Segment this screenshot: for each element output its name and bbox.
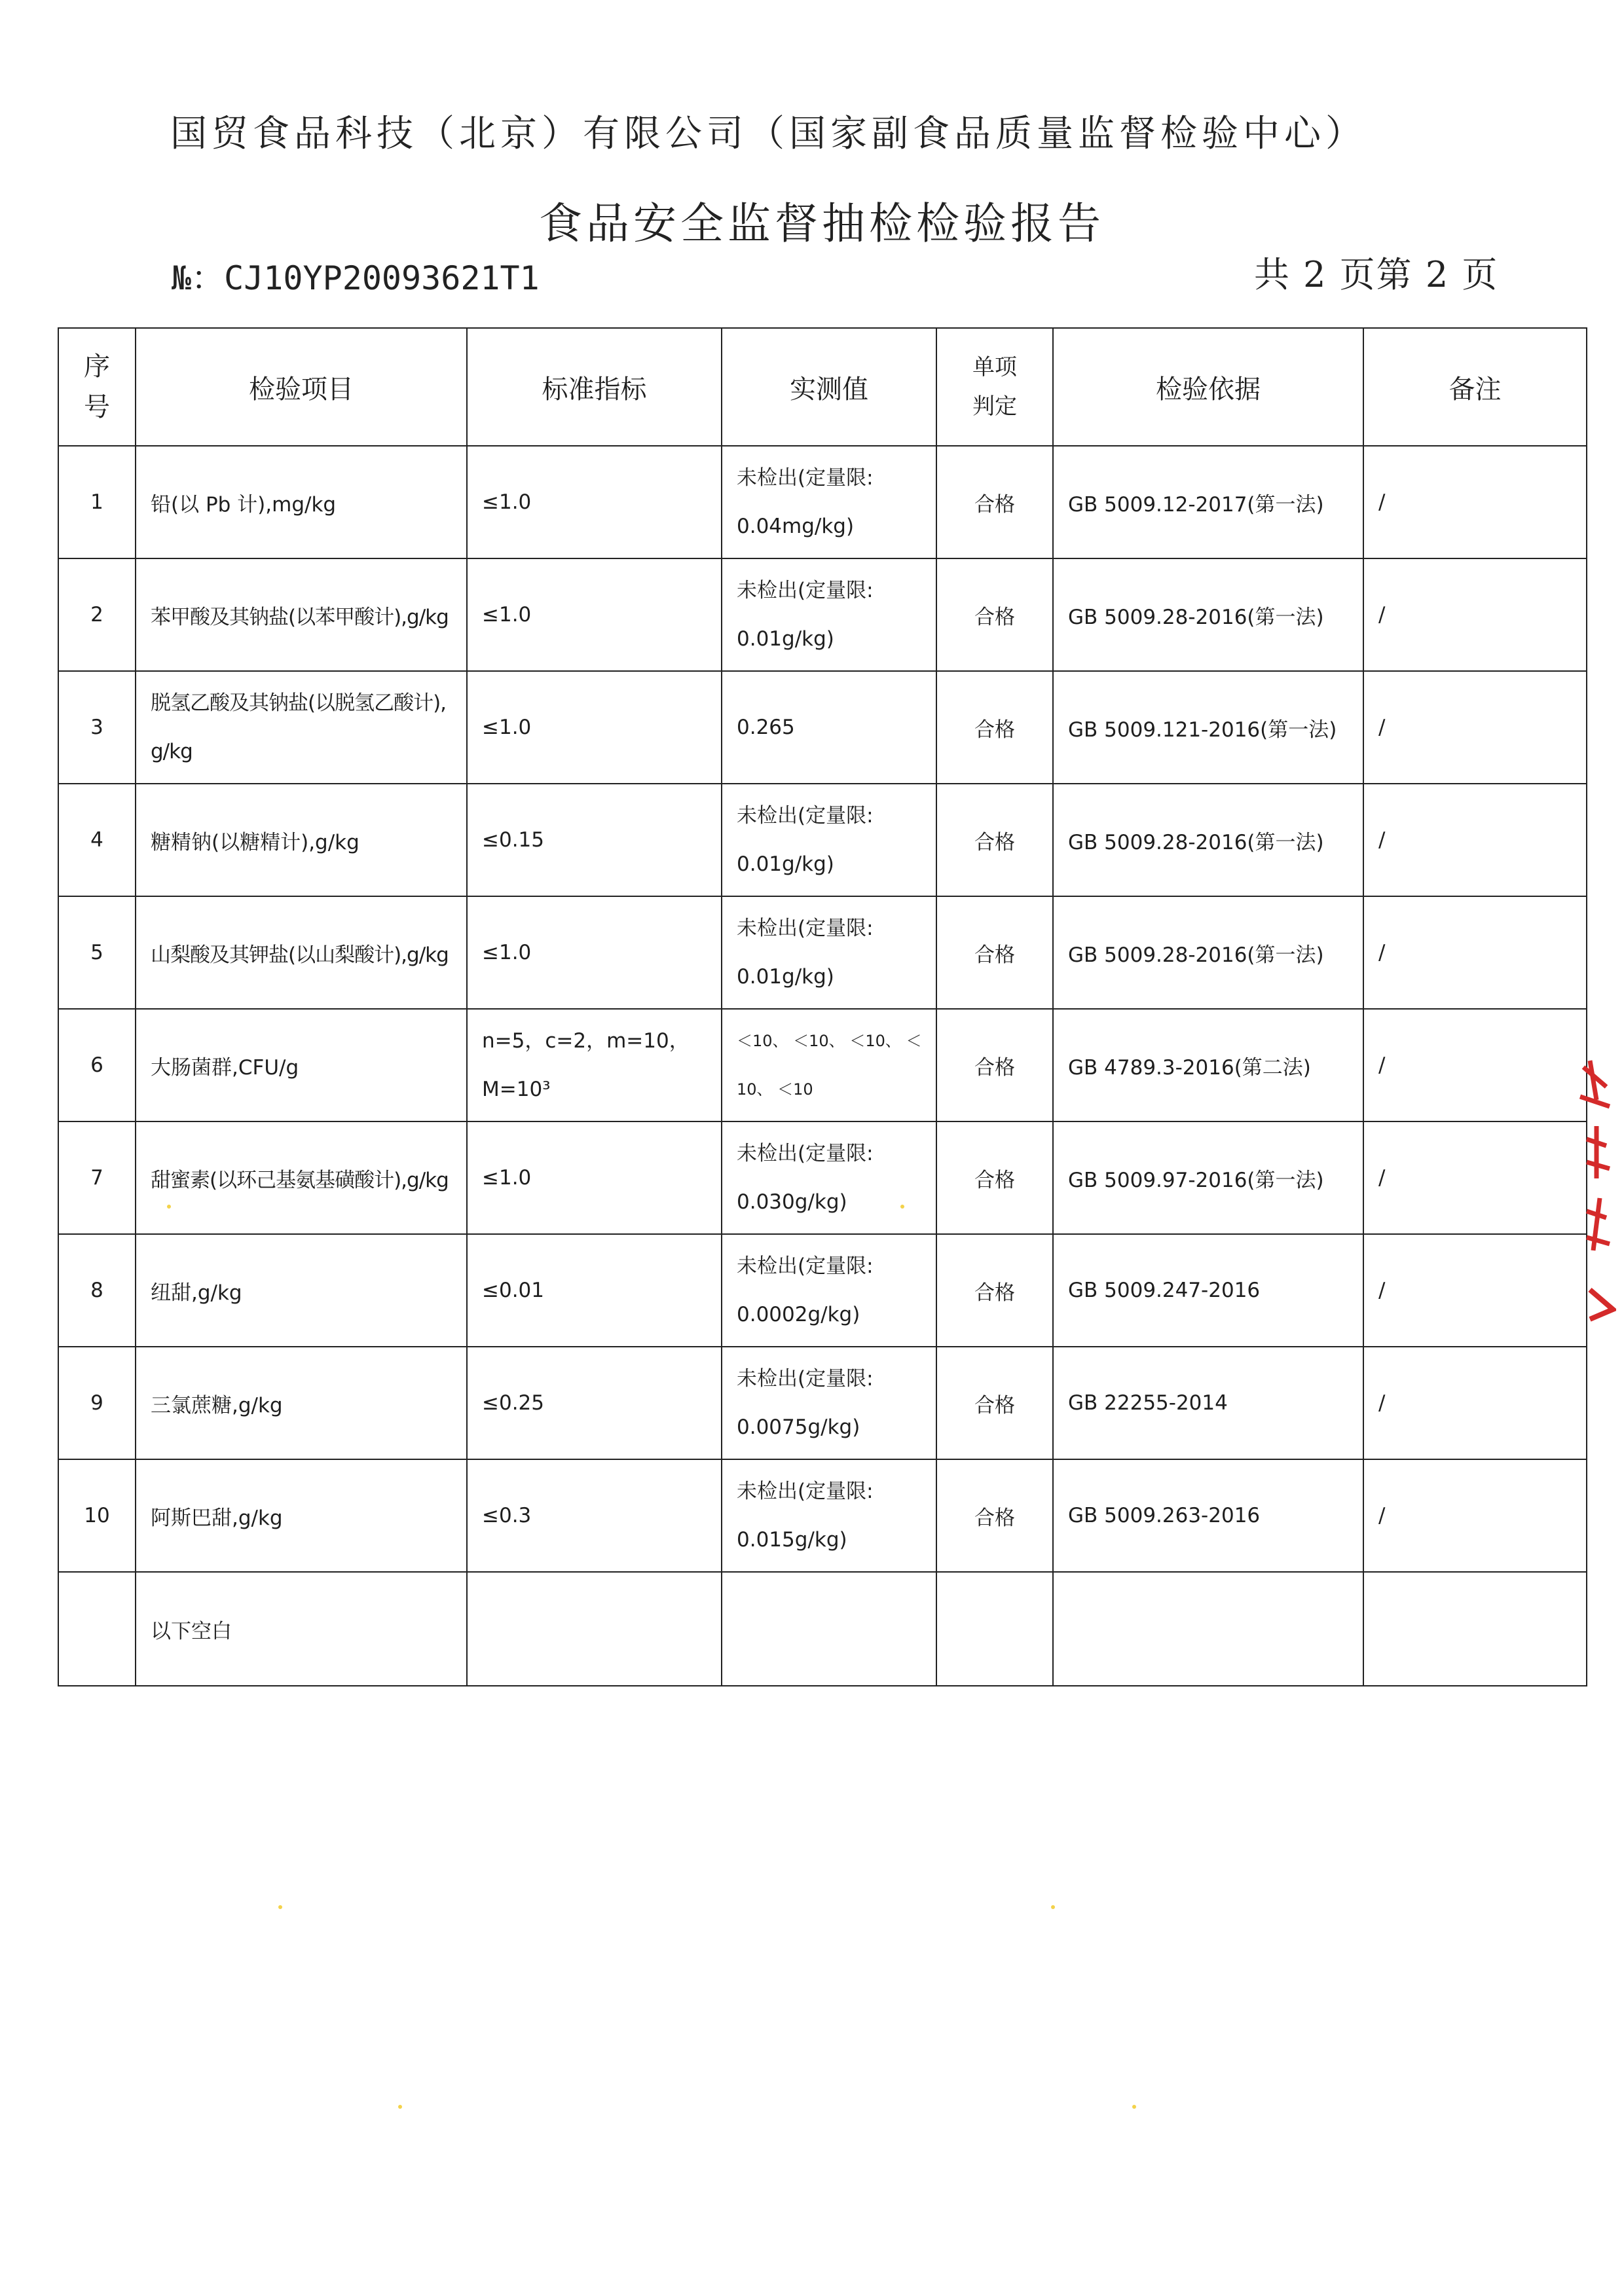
row-standard: ≤1.0: [467, 671, 722, 784]
row-index: 2: [58, 558, 136, 671]
row-basis: GB 5009.28-2016(第一法): [1053, 896, 1363, 1009]
header-judgement: [936, 328, 1053, 446]
row-measured: [722, 1121, 936, 1234]
row-item: 甜蜜素(以环己基氨基磺酸计),g/kg: [136, 1121, 467, 1234]
blank-cell: [722, 1572, 936, 1686]
row-note: /: [1363, 446, 1587, 558]
table-end-row: [58, 1572, 1587, 1686]
row-measured: [722, 1459, 936, 1572]
row-index: 4: [58, 784, 136, 896]
table-row: [58, 1234, 1587, 1347]
row-index: 1: [58, 446, 136, 558]
measured-line2: 0.0002g/kg): [737, 1303, 860, 1326]
row-basis: GB 22255-2014: [1053, 1347, 1363, 1459]
table-row: [58, 1347, 1587, 1459]
header-basis: 检验依据: [1053, 328, 1363, 446]
row-basis: GB 5009.121-2016(第一法): [1053, 671, 1363, 784]
row-standard: [467, 1009, 722, 1121]
table-row: [58, 671, 1587, 784]
scan-speck: [167, 1205, 171, 1209]
row-item: 糖精钠(以糖精计),g/kg: [136, 784, 467, 896]
end-note: 以下空白: [136, 1572, 467, 1686]
row-basis: GB 5009.28-2016(第一法): [1053, 558, 1363, 671]
row-basis: GB 5009.97-2016(第一法): [1053, 1121, 1363, 1234]
table-row: [58, 446, 1587, 558]
row-note: /: [1363, 1459, 1587, 1572]
row-standard: ≤1.0: [467, 1121, 722, 1234]
header-index: [58, 328, 136, 446]
header-standard: 标准指标: [467, 328, 722, 446]
row-measured: [722, 446, 936, 558]
blank-cell: [1363, 1572, 1587, 1686]
row-index: 3: [58, 671, 136, 784]
row-measured: [722, 896, 936, 1009]
blank-cell: [1053, 1572, 1363, 1686]
row-judgement: 合格: [936, 671, 1053, 784]
seal-stamp-edge: [1570, 1048, 1616, 1322]
table-header-row: [58, 328, 1587, 446]
row-basis: GB 5009.28-2016(第一法): [1053, 784, 1363, 896]
row-standard: ≤1.0: [467, 446, 722, 558]
row-item: 苯甲酸及其钠盐(以苯甲酸计),g/kg: [136, 558, 467, 671]
table-row: [58, 784, 1587, 896]
blank-cell: [936, 1572, 1053, 1686]
measured-line2: 0.030g/kg): [737, 1190, 847, 1214]
header-index-line1: 序: [84, 352, 110, 382]
row-note: /: [1363, 1234, 1587, 1347]
row-measured: [722, 558, 936, 671]
row-judgement: 合格: [936, 1234, 1053, 1347]
row-judgement: 合格: [936, 1009, 1053, 1121]
scan-speck: [1132, 2105, 1136, 2109]
table-row: [58, 558, 1587, 671]
row-judgement: 合格: [936, 446, 1053, 558]
header-note: 备注: [1363, 328, 1587, 446]
row-note: /: [1363, 1009, 1587, 1121]
row-item: 山梨酸及其钾盐(以山梨酸计),g/kg: [136, 896, 467, 1009]
row-item: 铅(以 Pb 计),mg/kg: [136, 446, 467, 558]
row-note: /: [1363, 1347, 1587, 1459]
item-line2: g/kg: [151, 740, 193, 763]
header-item: 检验项目: [136, 328, 467, 446]
row-basis: GB 5009.12-2017(第一法): [1053, 446, 1363, 558]
scan-speck: [278, 1905, 282, 1909]
measured-line2: 0.0075g/kg): [737, 1415, 860, 1439]
header-judgement-line1: 单项: [972, 354, 1017, 380]
measured-line1: 未检出(定量限:: [737, 1142, 874, 1165]
standard-line1: n=5，c=2，m=10，: [482, 1029, 690, 1053]
measured-line2: 0.04mg/kg): [737, 515, 855, 538]
row-note: /: [1363, 558, 1587, 671]
row-index: 9: [58, 1347, 136, 1459]
measured-line2: 0.01g/kg): [737, 965, 834, 989]
row-measured: [722, 1234, 936, 1347]
measured-line1: 未检出(定量限:: [737, 917, 874, 940]
table-row: [58, 1459, 1587, 1572]
measured-line1: ＜10、 ＜10、 ＜10、 ＜: [737, 1032, 922, 1050]
measured-line1: 未检出(定量限:: [737, 1480, 874, 1503]
table-row: [58, 896, 1587, 1009]
row-standard: ≤1.0: [467, 896, 722, 1009]
row-item: 大肠菌群,CFU/g: [136, 1009, 467, 1121]
row-index: 6: [58, 1009, 136, 1121]
item-line1: 脱氢乙酸及其钠盐(以脱氢乙酸计),: [151, 691, 447, 715]
row-note: /: [1363, 671, 1587, 784]
header-index-line2: 号: [84, 392, 110, 422]
scan-speck: [900, 1205, 904, 1209]
blank-cell: [58, 1572, 136, 1686]
row-judgement: 合格: [936, 1121, 1053, 1234]
row-standard: ≤0.25: [467, 1347, 722, 1459]
row-standard: ≤1.0: [467, 558, 722, 671]
row-measured: 0.265: [722, 671, 936, 784]
row-note: /: [1363, 784, 1587, 896]
row-item: 阿斯巴甜,g/kg: [136, 1459, 467, 1572]
row-basis: GB 5009.247-2016: [1053, 1234, 1363, 1347]
measured-line1: 未检出(定量限:: [737, 579, 874, 602]
inspection-results-table: [58, 327, 1587, 1686]
scan-speck: [398, 2105, 402, 2109]
row-measured: [722, 1347, 936, 1459]
measured-line2: 0.01g/kg): [737, 852, 834, 876]
row-measured: [722, 1009, 936, 1121]
organization-title: 国贸食品科技（北京）有限公司（国家副食品质量监督检验中心）: [170, 113, 1367, 155]
row-judgement: 合格: [936, 784, 1053, 896]
measured-line1: 未检出(定量限:: [737, 1254, 874, 1278]
row-item: 纽甜,g/kg: [136, 1234, 467, 1347]
measured-line2: 0.01g/kg): [737, 627, 834, 651]
measured-line1: 未检出(定量限:: [737, 466, 874, 490]
table-row: [58, 1009, 1587, 1121]
row-index: 5: [58, 896, 136, 1009]
row-item: 三氯蔗糖,g/kg: [136, 1347, 467, 1459]
row-note: /: [1363, 1121, 1587, 1234]
page-indicator: 共 2 页第 2 页: [1254, 254, 1499, 295]
row-judgement: 合格: [936, 558, 1053, 671]
row-judgement: 合格: [936, 896, 1053, 1009]
scan-speck: [1051, 1905, 1055, 1909]
row-index: 8: [58, 1234, 136, 1347]
row-note: /: [1363, 896, 1587, 1009]
row-basis: GB 4789.3-2016(第二法): [1053, 1009, 1363, 1121]
header-judgement-line2: 判定: [972, 393, 1017, 420]
measured-line1: 未检出(定量限:: [737, 1367, 874, 1391]
row-index: 7: [58, 1121, 136, 1234]
blank-cell: [467, 1572, 722, 1686]
row-measured: [722, 784, 936, 896]
measured-line2: 10、 ＜10: [737, 1080, 813, 1099]
standard-line2: M=10³: [482, 1078, 551, 1101]
report-title: 食品安全监督抽检检验报告: [539, 198, 1105, 249]
row-standard: ≤0.3: [467, 1459, 722, 1572]
row-standard: ≤0.15: [467, 784, 722, 896]
table-row: [58, 1121, 1587, 1234]
row-judgement: 合格: [936, 1347, 1053, 1459]
row-basis: GB 5009.263-2016: [1053, 1459, 1363, 1572]
row-item: [136, 671, 467, 784]
header-measured: 实测值: [722, 328, 936, 446]
row-judgement: 合格: [936, 1459, 1053, 1572]
row-standard: ≤0.01: [467, 1234, 722, 1347]
measured-line1: 未检出(定量限:: [737, 804, 874, 828]
report-number: №：CJ10YP20093621T1: [172, 259, 540, 297]
row-index: 10: [58, 1459, 136, 1572]
measured-line2: 0.015g/kg): [737, 1528, 847, 1552]
